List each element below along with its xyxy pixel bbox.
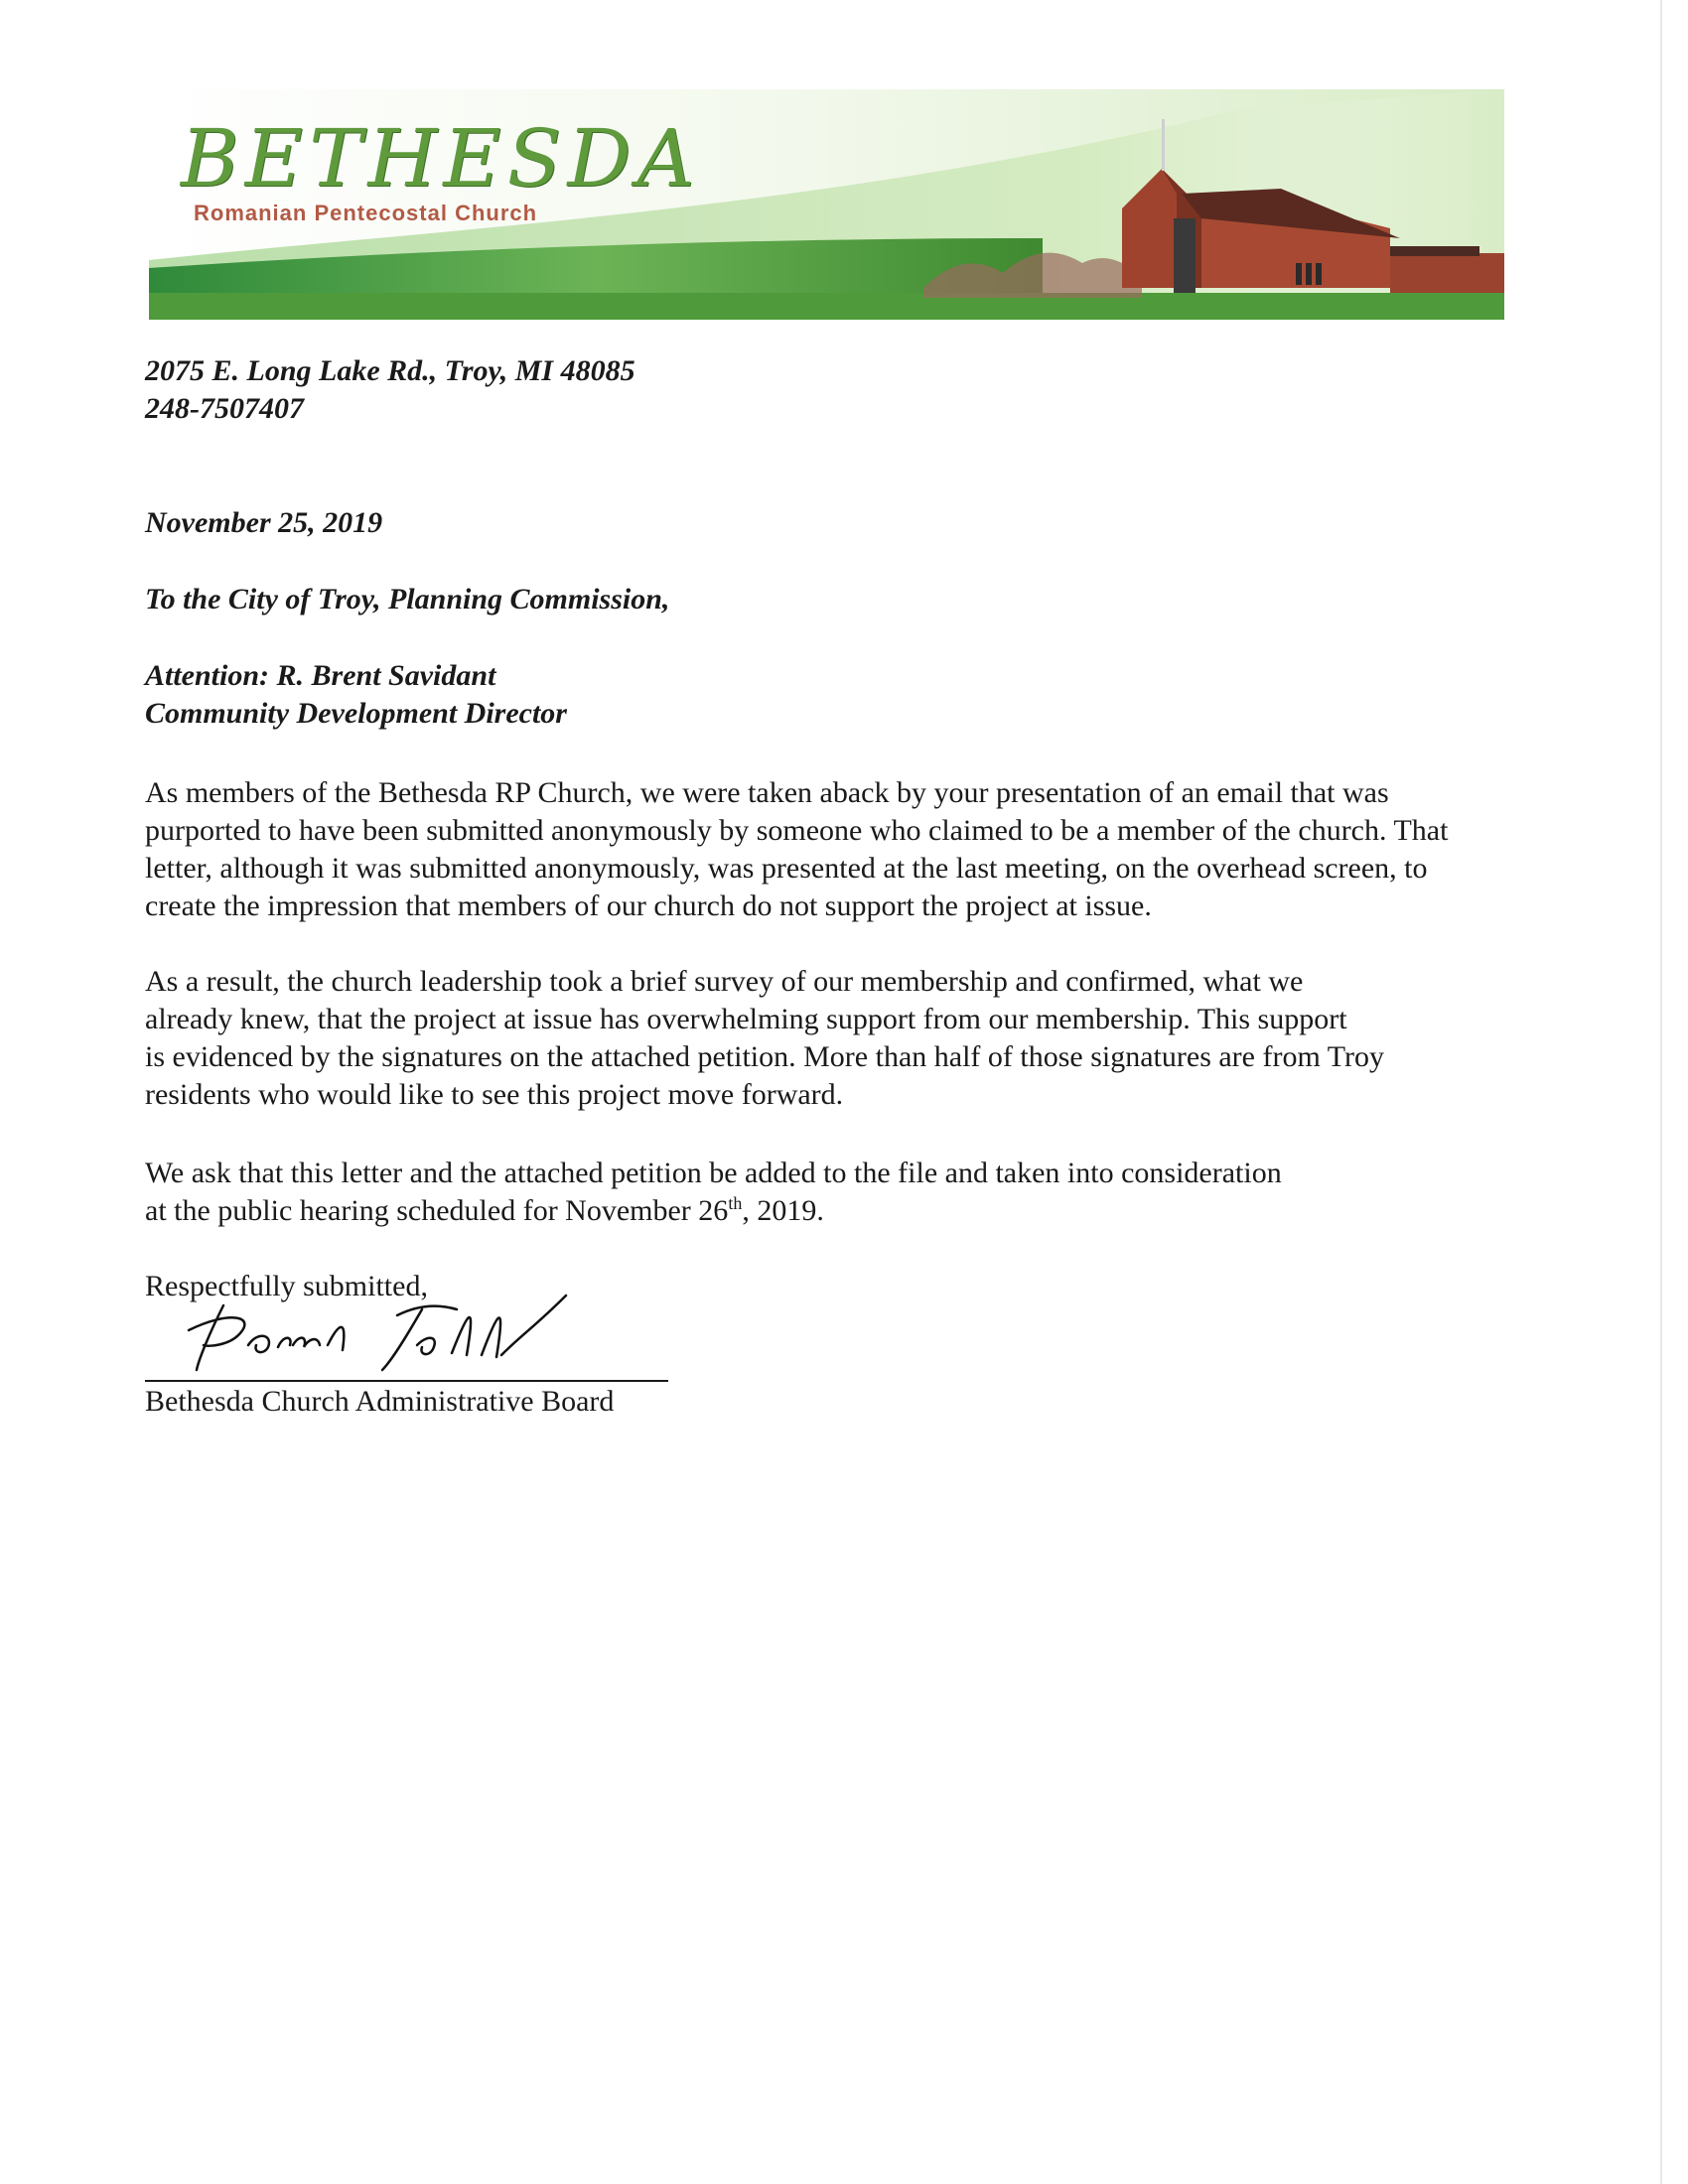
text-line: is evidenced by the signatures on the attached petition. More than half of those signatures are from Troy	[145, 1040, 1385, 1073]
text-line: As a result, the church leadership took a brief survey of our membership and confirmed, what we	[145, 965, 1304, 998]
logo-subtitle: Romanian Pentecostal Church	[194, 201, 538, 225]
address-street: 2075 E. Long Lake Rd., Troy, MI 48085	[145, 354, 635, 387]
paragraph-2	[145, 963, 1585, 1114]
signatory-name: Bethesda Church Administrative Board	[145, 1385, 615, 1418]
attention-line-name: Attention: R. Brent Savidant	[145, 659, 496, 692]
page-edge	[1660, 0, 1662, 2184]
letterhead-banner	[149, 89, 1504, 320]
text-line: As members of the Bethesda RP Church, we were taken aback by your presentation of an email that was	[145, 776, 1389, 809]
paragraph-1	[145, 774, 1585, 925]
sender-address	[145, 352, 635, 428]
ordinal-suffix: th	[728, 1193, 743, 1213]
salutation: To the City of Troy, Planning Commission,	[145, 583, 670, 615]
text-line: already knew, that the project at issue has overwhelming support from our membership. This support	[145, 1003, 1347, 1035]
banner-ground	[149, 293, 1504, 320]
attention-line-title: Community Development Director	[145, 697, 567, 730]
signature-line	[145, 1380, 668, 1382]
text-line: We ask that this letter and the attached petition be added to the file and taken into consideration	[145, 1157, 1282, 1189]
text-line: residents who would like to see this project move forward.	[145, 1078, 844, 1111]
hearing-year: , 2019.	[742, 1194, 824, 1227]
letter-date: November 25, 2019	[145, 506, 383, 539]
address-phone: 248-7507407	[145, 392, 304, 425]
text-line	[145, 1192, 1585, 1230]
logo-wordmark: BETHESDA	[181, 112, 701, 205]
handwritten-signature	[169, 1276, 586, 1385]
closing: Respectfully submitted,	[145, 1270, 428, 1302]
attention-block	[145, 657, 567, 733]
text-line: letter, although it was submitted anonymously, was presented at the last meeting, on the overhead screen, to	[145, 852, 1428, 885]
text-line: purported to have been submitted anonymously by someone who claimed to be a member of the church. That	[145, 814, 1449, 847]
text-line: create the impression that members of our church do not support the project at issue.	[145, 889, 1152, 922]
hearing-text: at the public hearing scheduled for November 26	[145, 1194, 729, 1227]
paragraph-3	[145, 1155, 1585, 1230]
